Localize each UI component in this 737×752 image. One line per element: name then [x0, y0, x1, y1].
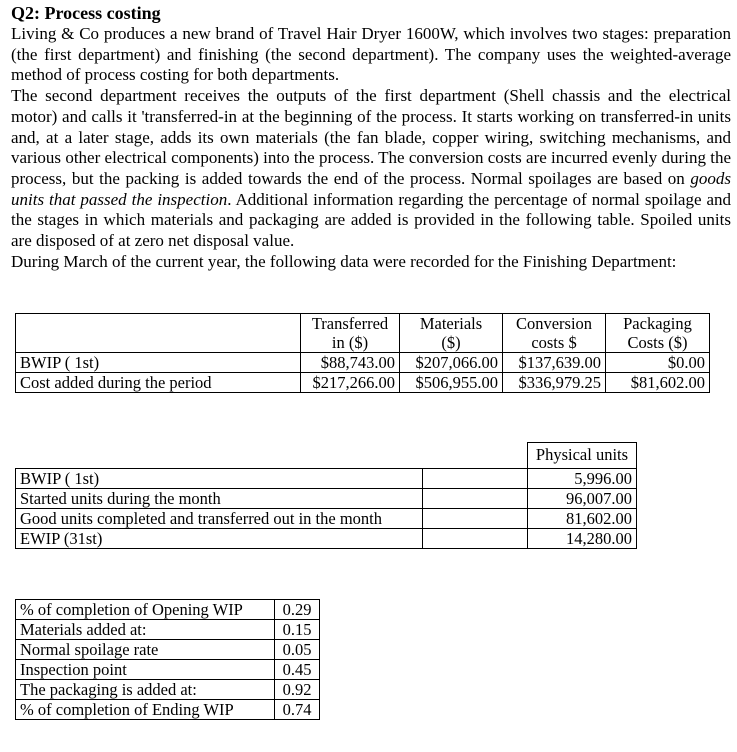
cell-value: $336,979.25	[503, 373, 606, 393]
paragraph-details	[11, 86, 731, 252]
cell-value: $137,639.00	[503, 353, 606, 373]
cell-value: $217,266.00	[301, 373, 400, 393]
table-row	[16, 353, 710, 373]
question-text	[11, 0, 731, 272]
table-row	[16, 489, 637, 509]
units-table	[15, 442, 637, 549]
table-row	[16, 373, 710, 393]
table-row	[16, 680, 320, 700]
paragraph-details-emphasis: goods units that passed the inspection	[11, 168, 731, 209]
header-conversion-unit: costs $	[503, 333, 606, 353]
cell-value: 0.45	[275, 660, 320, 680]
cell-value: 0.05	[275, 640, 320, 660]
row-label: Good units completed and transferred out in the month	[16, 509, 423, 529]
header-conversion: Conversion	[503, 314, 606, 334]
paragraph-details-part1: The second department receives the outputs of the first department (Shell chassis and the electrical motor) and calls it 'transferred-in at the beginning of the process. It starts working on transferred-in units and, at a later stage, adds its own materials (the fan blade, copper wiring, switching mechanisms, and various other electrical components) into the process. The conversion costs are incurred evenly during the process, but the packing is added towards the end of the process. Normal spoilages are based on	[11, 86, 731, 188]
cell-value: $81,602.00	[606, 373, 710, 393]
paragraph-details-part2: . Additional information regarding the percentage of normal spoilage and the stages in which materials and packaging are added is provided in the following table. Spoiled units are disposed of at zero net disposal value.	[11, 189, 731, 251]
cell-value: 14,280.00	[528, 529, 637, 549]
header-materials-unit: ($)	[400, 333, 503, 353]
row-label: % of completion of Opening WIP	[16, 600, 275, 620]
table-row	[16, 660, 320, 680]
cell-value: 81,602.00	[528, 509, 637, 529]
paragraph-data-intro: During March of the current year, the following data were recorded for the Finishing Department:	[11, 251, 677, 271]
cost-table	[15, 313, 710, 393]
table-row	[16, 700, 320, 720]
row-label: The packaging is added at:	[16, 680, 275, 700]
row-label: Cost added during the period	[16, 373, 301, 393]
table-row	[16, 620, 320, 640]
row-label: BWIP ( 1st)	[16, 469, 423, 489]
row-label: EWIP (31st)	[16, 529, 423, 549]
cell-value: 0.92	[275, 680, 320, 700]
table-row	[16, 529, 637, 549]
table-row	[16, 640, 320, 660]
row-label: BWIP ( 1st)	[16, 353, 301, 373]
header-packaging: Packaging	[606, 314, 710, 334]
row-label: Started units during the month	[16, 489, 423, 509]
cell-value: $207,066.00	[400, 353, 503, 373]
info-table	[15, 599, 320, 720]
row-label: % of completion of Ending WIP	[16, 700, 275, 720]
cell-value: $88,743.00	[301, 353, 400, 373]
cell-value: $0.00	[606, 353, 710, 373]
header-packaging-unit: Costs ($)	[606, 333, 710, 353]
header-transferred-in-unit: in ($)	[301, 333, 400, 353]
header-materials: Materials	[400, 314, 503, 334]
row-label: Materials added at:	[16, 620, 275, 640]
paragraph-intro: Living & Co produces a new brand of Travel Hair Dryer 1600W, which involves two stages: preparation (the first department) and finishing (the second department). The company uses the weighted-average method of process costing for both departments.	[11, 24, 731, 85]
cell-value: 0.74	[275, 700, 320, 720]
question-title: Q2: Process costing	[11, 3, 161, 23]
cell-value: $506,955.00	[400, 373, 503, 393]
header-transferred-in: Transferred	[301, 314, 400, 334]
cell-value: 96,007.00	[528, 489, 637, 509]
cell-value: 0.29	[275, 600, 320, 620]
table-row	[16, 509, 637, 529]
cell-value: 5,996.00	[528, 469, 637, 489]
header-physical-units: Physical units	[528, 443, 637, 469]
row-label: Normal spoilage rate	[16, 640, 275, 660]
table-row	[16, 469, 637, 489]
cell-value: 0.15	[275, 620, 320, 640]
table-row	[16, 600, 320, 620]
row-label: Inspection point	[16, 660, 275, 680]
